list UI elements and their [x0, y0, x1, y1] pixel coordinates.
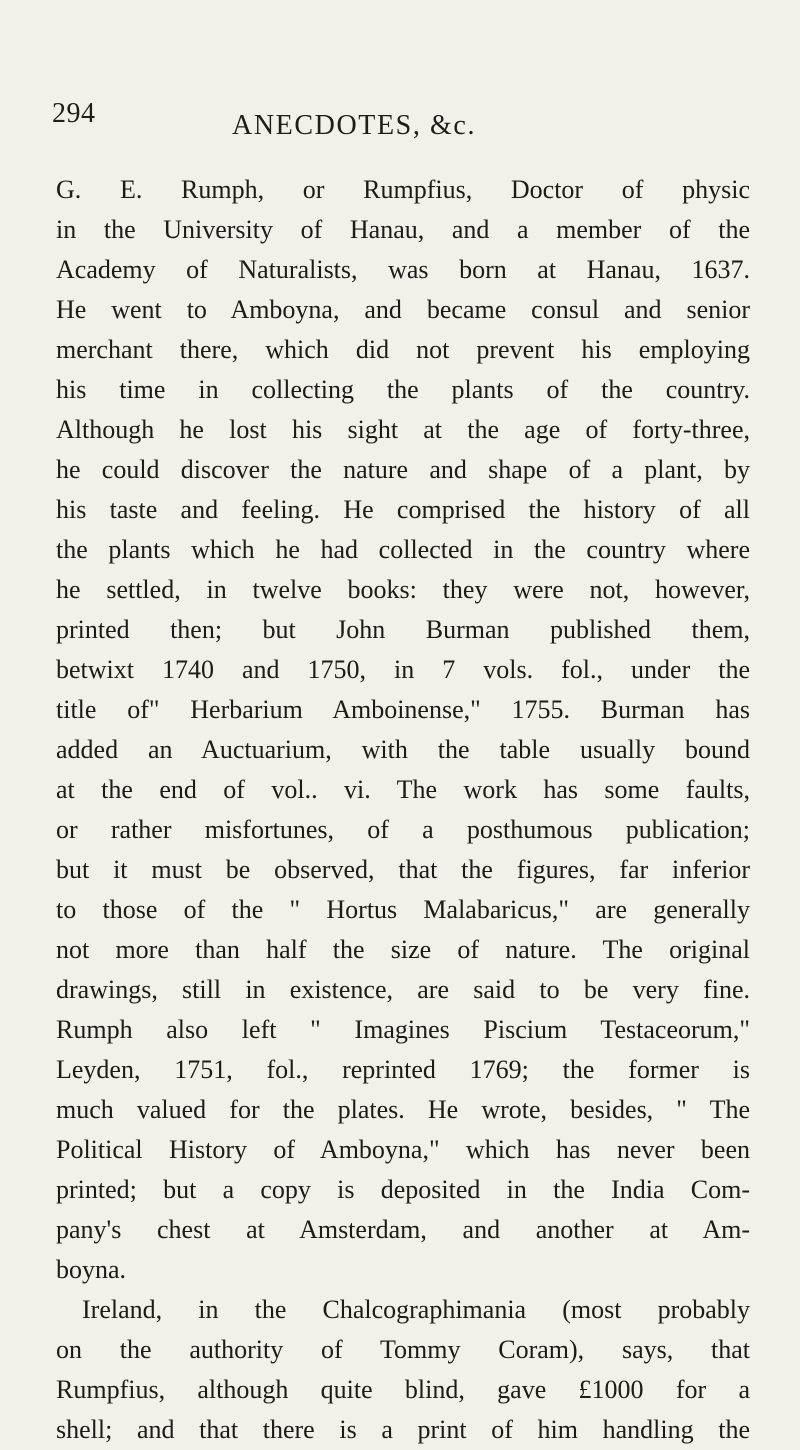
running-title: ANECDOTES, &c. [232, 110, 477, 141]
page-number: 294 [52, 98, 96, 129]
text-line: Political History of Amboyna," which has never been [56, 1135, 750, 1164]
text-line: his taste and feeling. He comprised the history of all [56, 495, 750, 524]
text-line: not more than half the size of nature. The original [56, 935, 750, 964]
text-line: at the end of vol.. vi. The work has some faults, [56, 775, 750, 804]
text-line: Rumpfius, although quite blind, gave £1000 for a [56, 1375, 750, 1404]
text-line: title of" Herbarium Amboinense," 1755. Burman has [56, 695, 750, 724]
text-line: boyna. [56, 1255, 127, 1284]
text-line: added an Auctuarium, with the table usually bound [56, 735, 750, 764]
text-line: Academy of Naturalists, was born at Hanau, 1637. [56, 255, 750, 284]
text-line: the plants which he had collected in the country where [56, 535, 750, 564]
text-line: on the authority of Tommy Coram), says, that [56, 1335, 750, 1364]
text-line: Although he lost his sight at the age of forty-three, [56, 415, 750, 444]
text-line: shell; and that there is a print of him handling the [56, 1415, 750, 1444]
text-line: much valued for the plates. He wrote, besides, " The [56, 1095, 750, 1124]
text-line: to those of the " Hortus Malabaricus," are generally [56, 895, 750, 924]
text-line: printed; but a copy is deposited in the India Com- [56, 1175, 750, 1204]
text-line: but it must be observed, that the figures, far inferior [56, 855, 750, 884]
text-line: his time in collecting the plants of the country. [56, 375, 750, 404]
body-text [56, 170, 750, 1450]
text-line: he could discover the nature and shape of a plant, by [56, 455, 750, 484]
text-line: He went to Amboyna, and became consul and senior [56, 295, 750, 324]
text-line: pany's chest at Amsterdam, and another at Am- [56, 1215, 750, 1244]
text-line: G. E. Rumph, or Rumpfius, Doctor of physic [56, 175, 750, 204]
text-line: or rather misfortunes, of a posthumous publication; [56, 815, 750, 844]
text-line: Leyden, 1751, fol., reprinted 1769; the former is [56, 1055, 750, 1084]
text-line: in the University of Hanau, and a member of the [56, 215, 750, 244]
text-line: Rumph also left " Imagines Piscium Testaceorum," [56, 1015, 750, 1044]
text-line: betwixt 1740 and 1750, in 7 vols. fol., under the [56, 655, 750, 684]
text-line: he settled, in twelve books: they were not, however, [56, 575, 750, 604]
text-line: drawings, still in existence, are said to be very fine. [56, 975, 750, 1004]
text-line: Ireland, in the Chalcographimania (most probably [82, 1295, 750, 1324]
text-line: printed then; but John Burman published them, [56, 615, 750, 644]
text-line: merchant there, which did not prevent his employing [56, 335, 750, 364]
